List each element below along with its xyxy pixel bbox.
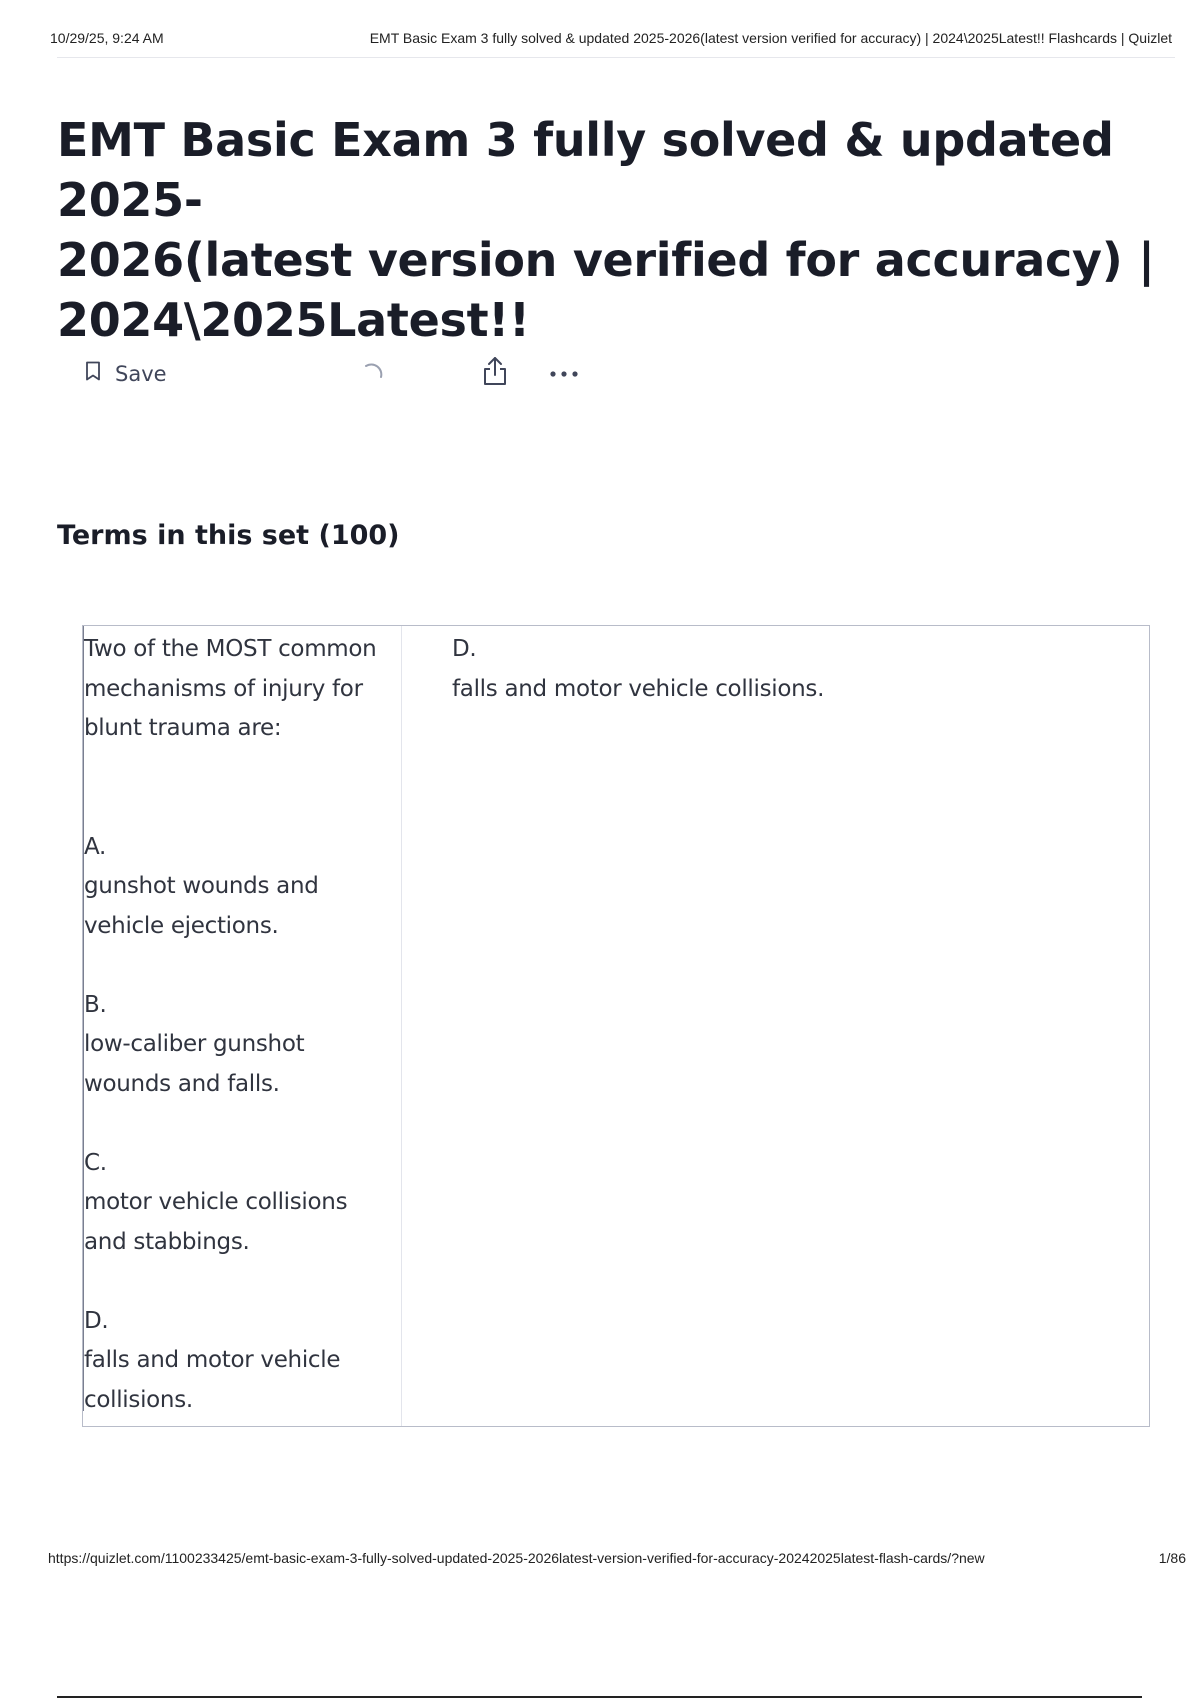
term-side xyxy=(83,626,388,1411)
term-line: B. xyxy=(84,991,107,1018)
term-line: blunt trauma are: xyxy=(84,715,282,741)
term-line: C. xyxy=(84,1149,107,1176)
term-line: and stabbings. xyxy=(84,1228,250,1255)
definition-line: D. xyxy=(452,636,477,662)
save-button[interactable] xyxy=(85,361,167,386)
bottom-divider xyxy=(57,1696,1142,1698)
print-header xyxy=(50,30,1172,50)
definition-line: falls and motor vehicle collisions. xyxy=(452,675,825,702)
more-horizontal-icon[interactable] xyxy=(549,365,579,383)
term-line: A. xyxy=(84,833,107,860)
card-divider xyxy=(401,626,402,1426)
term-line: low-caliber gunshot xyxy=(84,1031,305,1057)
print-footer xyxy=(48,1550,1186,1570)
term-line xyxy=(84,749,388,789)
page-title-line: EMT Basic Exam 3 fully solved & updated 2025- xyxy=(57,113,1114,227)
save-label: Save xyxy=(115,361,167,386)
print-url: https://quizlet.com/1100233425/emt-basic-exam-3-fully-solved-updated-2025-2026latest-version-verified-for-accuracy-20242025latest-flash-cards/?new xyxy=(48,1550,985,1566)
term-line: collisions. xyxy=(84,1386,193,1413)
page-number: 1/86 xyxy=(1158,1550,1186,1566)
print-doc-title: EMT Basic Exam 3 fully solved & updated 2025-2026(latest version verified for accuracy) | 2024\2025Latest!! Flashcards | Quizlet xyxy=(369,30,1172,46)
header-divider xyxy=(57,57,1175,58)
terms-heading: Terms in this set (100) xyxy=(57,520,400,551)
set-toolbar xyxy=(85,355,545,395)
term-line xyxy=(84,1104,388,1144)
term-line xyxy=(84,946,388,986)
loading-spinner-icon xyxy=(360,361,386,392)
term-line: vehicle ejections. xyxy=(84,912,279,939)
term-card[interactable] xyxy=(82,625,1150,1427)
definition-side xyxy=(452,630,824,709)
term-line: falls and motor vehicle xyxy=(84,1347,341,1373)
term-line: mechanisms of injury for xyxy=(84,675,363,702)
term-line xyxy=(84,1262,388,1302)
bookmark-icon xyxy=(85,361,101,386)
page-title-line: 2026(latest version verified for accuracy) | xyxy=(57,233,1155,287)
term-line: wounds and falls. xyxy=(84,1070,280,1097)
term-line: D. xyxy=(84,1307,109,1334)
term-line xyxy=(84,788,388,828)
term-line: gunshot wounds and xyxy=(84,873,319,899)
page-title xyxy=(57,110,1157,350)
share-icon[interactable] xyxy=(481,355,509,392)
page-title-line: 2024\2025Latest!! xyxy=(57,293,530,347)
term-line: motor vehicle collisions xyxy=(84,1189,348,1215)
print-date: 10/29/25, 9:24 AM xyxy=(50,30,164,46)
term-line: Two of the MOST common xyxy=(84,636,377,662)
